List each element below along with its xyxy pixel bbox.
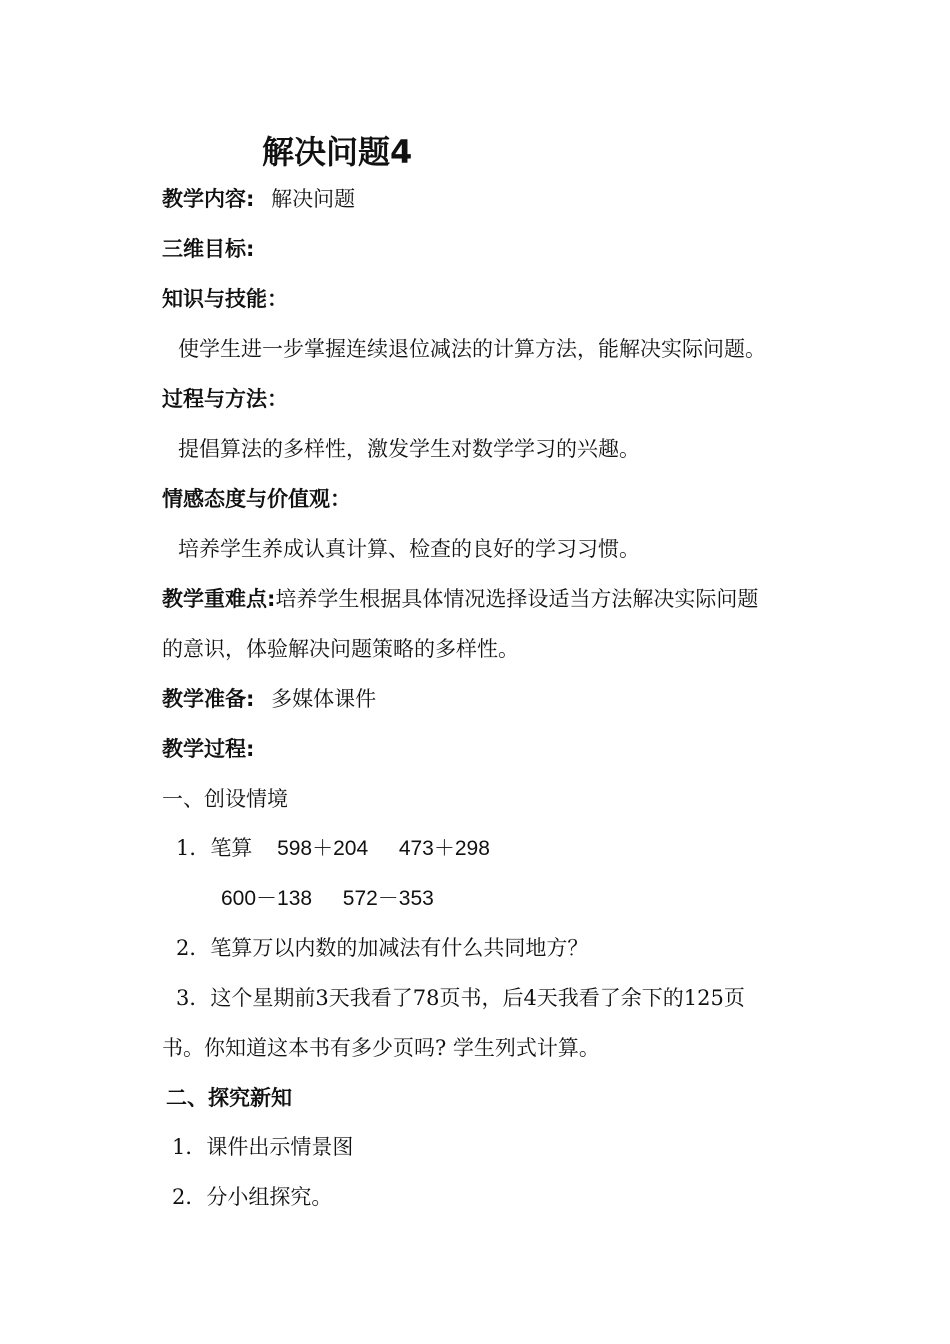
teaching-procedure-label: 教学过程: xyxy=(162,737,255,761)
section1-heading: 一、创设情境 xyxy=(162,787,288,811)
calc-598-plus-204: 598＋204 xyxy=(277,837,369,860)
section1-item1 xyxy=(176,833,490,864)
key-points-label: 教学重难点: xyxy=(162,587,276,611)
key-points-row xyxy=(162,584,758,614)
teaching-prep-label: 教学准备: xyxy=(162,687,255,711)
section1-item1-label: 1．笔算 xyxy=(176,836,253,860)
knowledge-skills-text: 使学生进一步掌握连续退位减法的计算方法，能解决实际问题。 xyxy=(178,337,766,361)
section1-item2: 2．笔算万以内数的加减法有什么共同地方？ xyxy=(176,936,589,960)
calc-473-plus-298: 473＋298 xyxy=(398,837,490,860)
key-points-text-line2: 的意识，体验解决问题策略的多样性。 xyxy=(162,637,519,661)
teaching-prep-value: 多媒体课件 xyxy=(271,687,377,711)
calc-600-minus-138: 600－138 xyxy=(221,887,313,910)
calc-572-minus-353: 572－353 xyxy=(342,887,434,910)
process-method-text: 提倡算法的多样性，激发学生对数学学习的兴趣。 xyxy=(178,437,640,461)
section2-heading: 二、探究新知 xyxy=(166,1086,292,1110)
key-points-text-line1: 培养学生根据具体情况选择设适当方法解决实际问题 xyxy=(275,587,759,611)
emotion-values-label: 情感态度与价值观： xyxy=(162,487,351,511)
section2-item1: 1．课件出示情景图 xyxy=(172,1135,354,1159)
section2-item2: 2．分小组探究。 xyxy=(172,1185,333,1209)
section1-item1-row2 xyxy=(221,883,434,914)
knowledge-skills-label: 知识与技能： xyxy=(162,287,288,311)
teaching-content-value: 解决问题 xyxy=(271,187,356,211)
three-goals-label: 三维目标: xyxy=(162,237,255,261)
section1-item3-line2: 书。你知道这本书有多少页吗? 学生列式计算。 xyxy=(162,1036,600,1060)
teaching-content-row xyxy=(162,184,355,214)
process-method-label: 过程与方法： xyxy=(162,387,288,411)
emotion-values-text: 培养学生养成认真计算、检查的良好的学习习惯。 xyxy=(178,537,640,561)
teaching-content-label: 教学内容: xyxy=(162,187,255,211)
section1-item3-line1: 3．这个星期前3天我看了78页书，后4天我看了余下的125页 xyxy=(176,986,745,1010)
document-title: 解决问题4 xyxy=(262,133,413,171)
teaching-prep-row xyxy=(162,684,376,714)
